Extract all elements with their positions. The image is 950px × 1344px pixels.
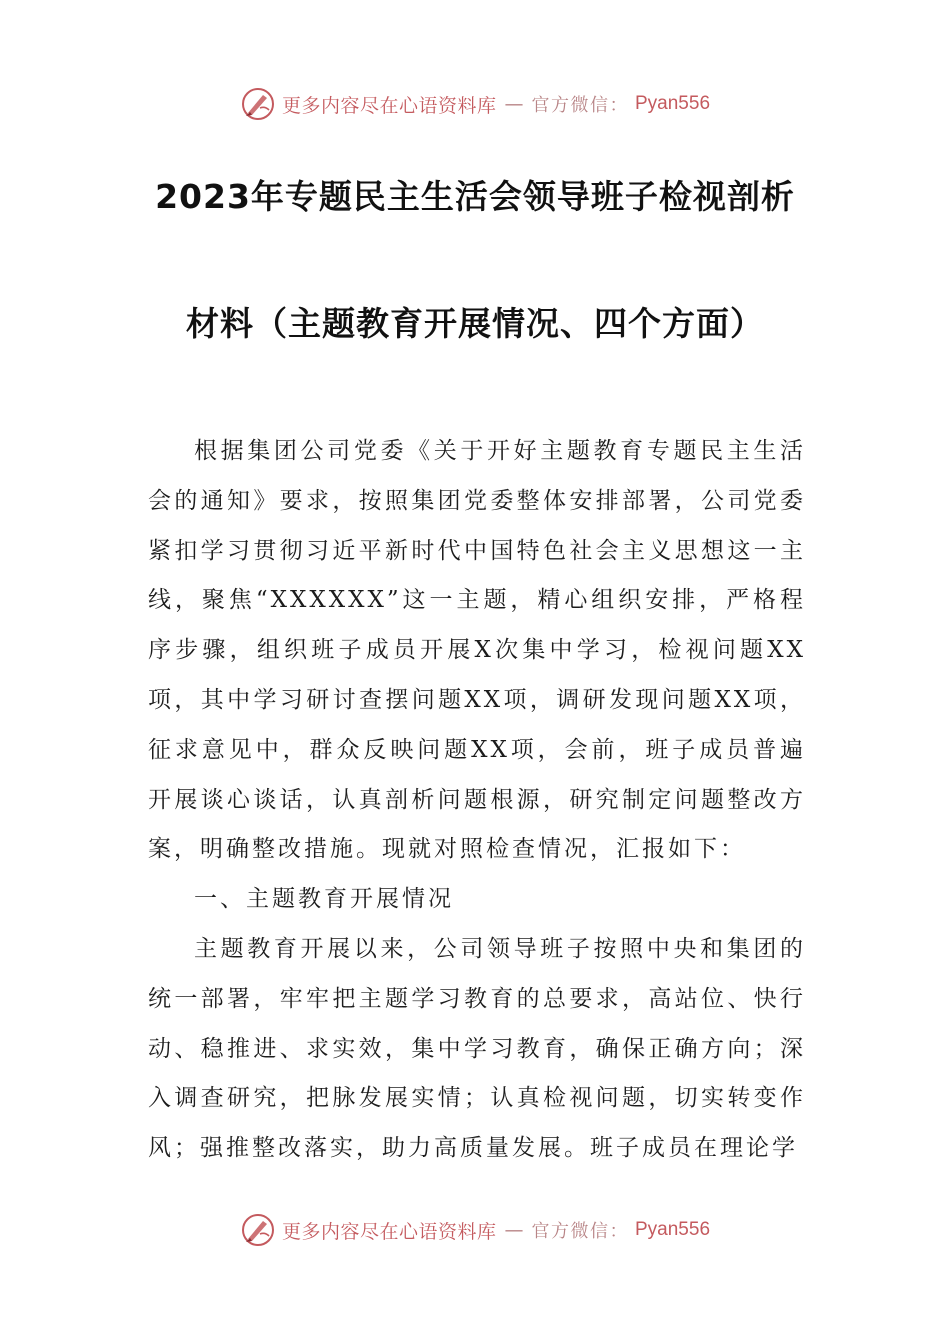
watermark-content bbox=[240, 86, 710, 122]
section-heading: 一、主题教育开展情况 bbox=[194, 886, 454, 913]
watermark-separator: — bbox=[504, 1219, 524, 1241]
watermark-banner-bottom bbox=[0, 1210, 950, 1250]
document-body bbox=[148, 427, 806, 1174]
watermark-site-text: 更多内容尽在心语资料库 bbox=[281, 1220, 497, 1243]
document-title-line-2: 材料（主题教育开展情况、四个方面） bbox=[186, 304, 764, 343]
section-paragraph: 主题教育开展以来，公司领导班子按照中央和集团的统一部署，牢牢把主题学习教育的总要求，高站位、快行动、稳推进、求实效，集中学习教育，确保正确方向；深入调查研究，把脉发展实情；认真检视问题，切实转变作风；强推整改落实，助力高质量发展。班子成员在理论学 bbox=[148, 935, 806, 1162]
pen-seal-icon bbox=[240, 86, 276, 122]
watermark-contact-label: 官方微信： bbox=[531, 1221, 629, 1242]
watermark-contact-label: 官方微信： bbox=[531, 95, 629, 116]
watermark-content bbox=[240, 1212, 710, 1248]
watermark-site-text: 更多内容尽在心语资料库 bbox=[281, 94, 497, 117]
intro-paragraph: 根据集团公司党委《关于开好主题教育专题民主生活会的通知》要求，按照集团党委整体安排部署，公司党委紧扣学习贯彻习近平新时代中国特色社会主义思想这一主线，聚焦“XXXXXX”这一主题，精心组织安排，严格程序步骤，组织班子成员开展X次集中学习，检视问题XX项，其中学习研讨查摆问题XX项，调研发现问题XX项，征求意见中，群众反映问题XX项，会前，班子成员普遍开展谈心谈话，认真剖析问题根源，研究制定问题整改方案，明确整改措施。现就对照检查情况，汇报如下： bbox=[148, 438, 806, 863]
watermark-separator: — bbox=[504, 93, 524, 115]
watermark-banner-top bbox=[0, 84, 950, 124]
document-title-line-1: 2023年专题民主生活会领导班子检视剖析 bbox=[155, 177, 795, 216]
pen-seal-icon bbox=[240, 1212, 276, 1248]
watermark-contact-id: Pyan556 bbox=[635, 1219, 711, 1240]
watermark-contact-id: Pyan556 bbox=[635, 93, 711, 114]
